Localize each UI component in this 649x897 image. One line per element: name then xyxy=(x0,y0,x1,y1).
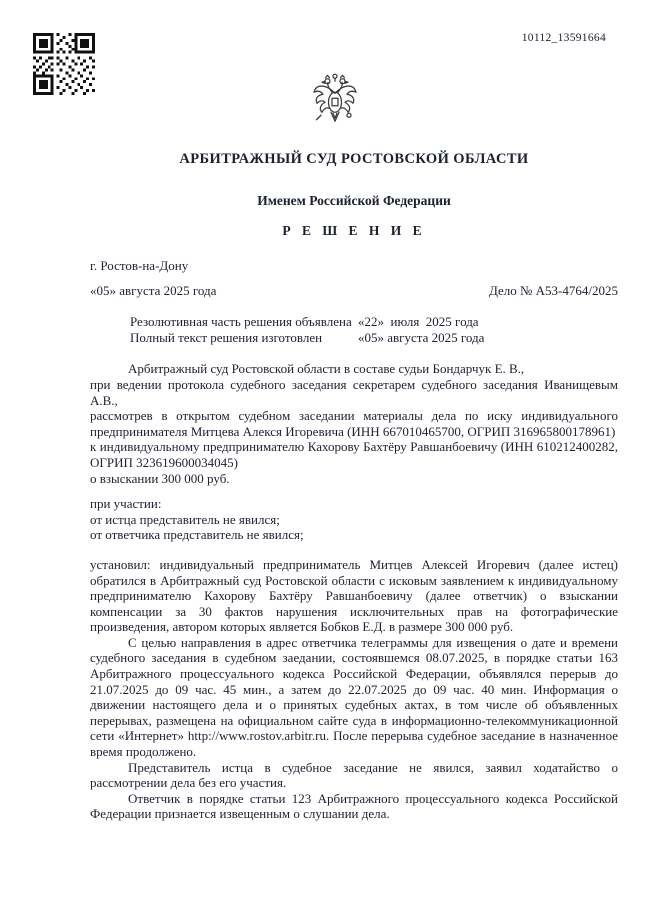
paragraph-claim-amount: о взыскании 300 000 руб. xyxy=(90,470,230,486)
full-text-made-date: «05» августа 2025 года xyxy=(358,329,485,345)
court-name: АРБИТРАЖНЫЙ СУД РОСТОВСКОЙ ОБЛАСТИ xyxy=(179,151,529,167)
date-case-row xyxy=(90,283,618,299)
full-text-made-row xyxy=(130,330,618,346)
document-body xyxy=(90,258,618,822)
attendance-plaintiff: от истца представитель не явился; xyxy=(90,511,280,527)
paragraph-considered: рассмотрев в открытом судебном заседании материалы дела по иску индивидуального предпринимателя Митцева Алекся Игоревича (ИНН 667010465700, ОГРИП 316965800178961) xyxy=(90,408,618,439)
case-number: Дело № А53-4764/2025 xyxy=(488,282,618,298)
resolution-announced-label: Резолютивная часть решения объявлена xyxy=(130,314,352,330)
paragraph-respondent: к индивидуальному предпринимателю Кахорову Бахтёру Равшанбоевичу (ИНН 610212400282, ОГРИП 323619600034045) xyxy=(90,439,618,470)
coat-of-arms-icon xyxy=(310,70,360,134)
attendance-title: при участии: xyxy=(90,496,162,512)
resolution-announced-row xyxy=(130,314,618,330)
paragraph-defendant-notified: Ответчик в порядке статьи 123 Арбитражного процессуального кодекса Российской Федерации признается извещенным о слушании дела. xyxy=(90,790,618,822)
paragraph-plaintiff-absent: Представитель истца в судебное заседание не явился, заявил ходатайство о рассмотрении дела без его участия. xyxy=(90,759,618,791)
attendance-defendant: от ответчика представитель не явился; xyxy=(90,527,304,543)
document-number: 10112_13591664 xyxy=(521,32,606,44)
paragraph-secretary: при ведении протокола судебного заседания секретарем судебного заседания Иванищевым А.В., xyxy=(90,376,618,408)
paragraph-established: установил: индивидуальный предприниматель Митцев Алексей Игоревич (далее истец) обратился в Арбитражный суд Ростовской области с исковым заявлением к индивидуальному предпринимателю Кахорову Бахтёру Равшанбоевичу (далее ответчик) о взыскании компенсации за 30 фактов нарушения исключительных прав на фотографические произведения, автором которых является Бобков Е.Д. в размере 300 000 руб. xyxy=(90,556,618,635)
decision-date: «05» августа 2025 года xyxy=(90,282,217,298)
attendance-block xyxy=(90,496,618,543)
city-line: г. Ростов-на-Дону xyxy=(90,258,189,273)
in-the-name-line: Именем Российской Федерации xyxy=(257,193,451,208)
full-text-made-label: Полный текст решения изготовлен xyxy=(130,329,323,345)
intro-block xyxy=(90,361,618,486)
decision-title: Р Е Ш Е Н И Е xyxy=(282,223,426,238)
resolution-dates-block xyxy=(130,314,618,345)
qr-code-icon xyxy=(33,33,95,95)
paragraph-telegram-notice: С целью направления в адрес ответчика телеграммы для извещения о дате и времени судебного заседания в судебном заедании, состоявшемся 08.07.2025, в порядке статьи 163 Арбитражного процессуального кодекса Российской Федерации, объявлялся перерыв до 21.07.2025 до 09 час. 45 мин., а затем до 22.07.2025 до 09 час. 40 мин. Информация о движении настоящего дела и о принятых судебных актах, в том числе об объявленных перерывах, размещена на официальном сайте суда в информационно-телекоммуникационной сети «Интернет» http://www.rostov.arbitr.ru. После перерыва судебное заседание в назначенное время продолжено. xyxy=(90,634,618,760)
paragraph-court-composition: Арбитражный суд Ростовской области в составе судьи Бондарчук Е. В., xyxy=(128,361,525,377)
resolution-announced-date: «22» июля 2025 года xyxy=(358,314,479,330)
